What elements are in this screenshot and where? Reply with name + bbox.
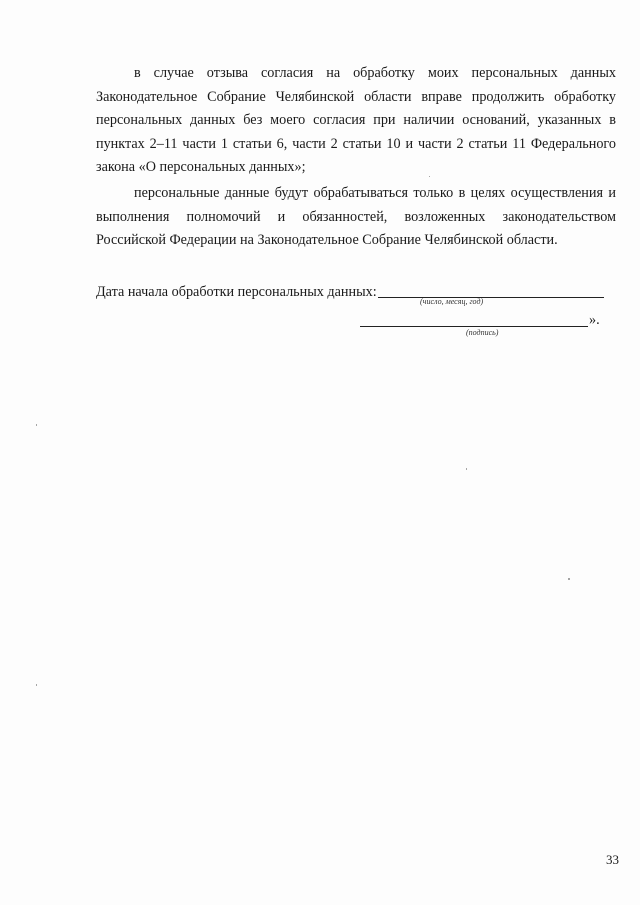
date-start-label: Дата начала обработки персональных данных: bbox=[96, 284, 377, 300]
signature-closing-quote: ». bbox=[589, 312, 600, 328]
scan-speck bbox=[36, 684, 37, 686]
paragraph-text: персональные данные будут обрабатываться только в целях осуществления и выполнения полномочий и обязанностей, возложенных законодательством Российской Федерации на Законодательное Собрание Челябинской области. bbox=[96, 185, 616, 248]
scan-speck bbox=[36, 424, 37, 426]
signature-fill-line bbox=[360, 326, 588, 327]
paragraph-text: в случае отзыва согласия на обработку моих персональных данных Законодательное Собрание Челябинской области вправе продолжить обработку персональных данных без моего согласия при наличии оснований, указанных в пунктах 2–11 части 1 статьи 6, части 2 статьи 10 и части 2 статьи 11 Федерального закона «О персональных данных»; bbox=[96, 65, 616, 175]
scan-speck bbox=[568, 578, 570, 580]
date-fill-line bbox=[378, 297, 604, 298]
date-caption: (число, месяц, год) bbox=[420, 297, 484, 306]
page-number: 33 bbox=[606, 852, 619, 867]
paragraph-processing-purpose bbox=[96, 182, 616, 253]
scan-speck bbox=[429, 176, 430, 177]
scan-speck bbox=[466, 468, 467, 470]
paragraph-consent-withdrawal bbox=[96, 62, 616, 180]
signature-caption: (подпись) bbox=[466, 328, 499, 337]
